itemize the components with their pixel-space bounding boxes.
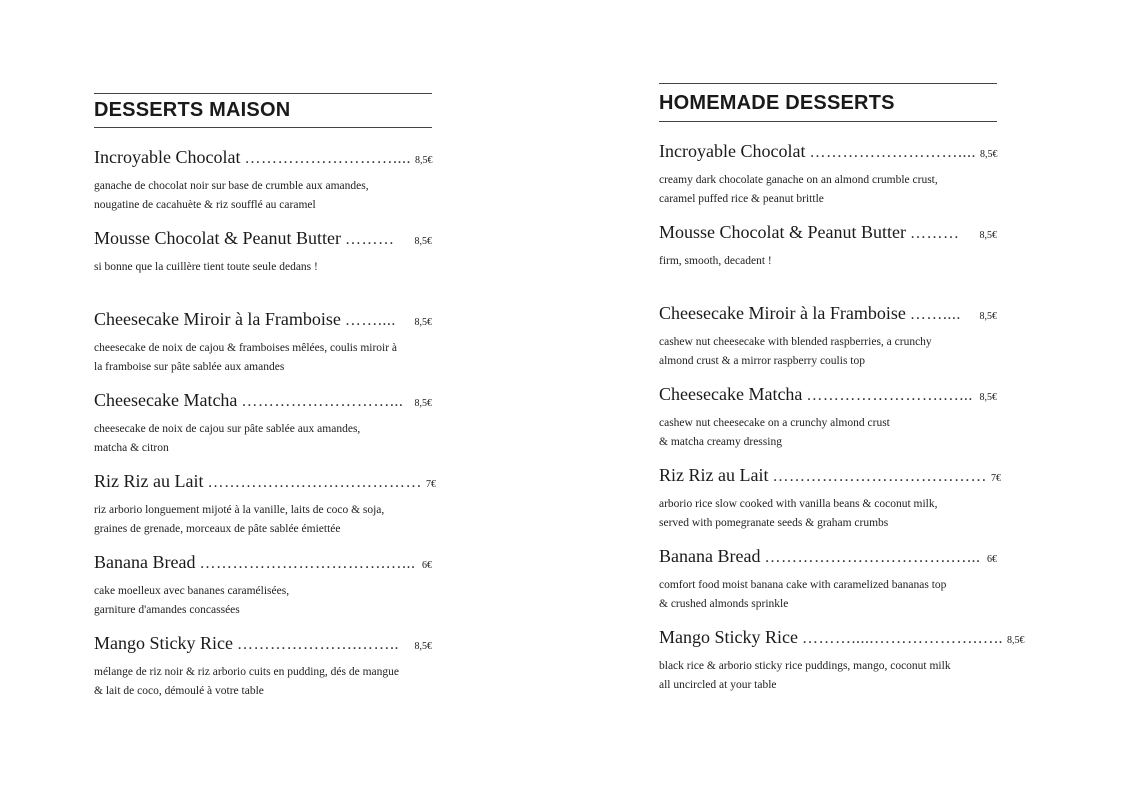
menu-item-header bbox=[659, 546, 999, 572]
menu-item-name: Riz Riz au Lait bbox=[94, 471, 204, 491]
menu-item-description bbox=[659, 495, 999, 533]
menu-item-price: 8,5€ bbox=[414, 236, 432, 247]
menu-column-english bbox=[659, 83, 1025, 708]
dot-leader: ………………………... bbox=[241, 393, 404, 410]
menu-item-header bbox=[659, 627, 1025, 653]
description-line: all uncircled at your table bbox=[659, 679, 777, 691]
menu-item-header bbox=[94, 309, 434, 335]
description-line: nougatine de cacahuète & riz soufflé au caramel bbox=[94, 199, 316, 211]
menu-item bbox=[94, 552, 434, 633]
menu-item-price: 8,5€ bbox=[414, 155, 433, 166]
section-title: HOMEMADE DESSERTS bbox=[659, 92, 895, 114]
menu-item-name: Incroyable Chocolat bbox=[659, 141, 806, 161]
description-line: firm, smooth, decadent ! bbox=[659, 255, 772, 267]
section-title: DESSERTS MAISON bbox=[94, 99, 291, 121]
menu-item bbox=[94, 147, 434, 228]
menu-item-header bbox=[94, 228, 434, 254]
menu-item-header bbox=[659, 303, 999, 329]
menu-item-price: 8,5€ bbox=[979, 392, 997, 403]
dot-leader: …………………….…... bbox=[806, 387, 973, 404]
menu-item-name: Cheesecake Matcha bbox=[94, 390, 238, 410]
menu-item-price: 8,5€ bbox=[414, 641, 432, 652]
menu-item-price: 8,5€ bbox=[979, 149, 998, 160]
menu-item bbox=[659, 303, 999, 384]
menu-item-name: Mousse Chocolat & Peanut Butter bbox=[94, 228, 341, 248]
dot-leader: …………………………….…... bbox=[199, 555, 416, 572]
menu-item-description bbox=[94, 501, 434, 539]
menu-item-name: Mango Sticky Rice bbox=[94, 633, 233, 653]
menu-item-name: Cheesecake Miroir à la Framboise bbox=[94, 309, 341, 329]
menu-item-header bbox=[94, 147, 434, 173]
menu-item-header bbox=[659, 141, 999, 167]
menu-item-list bbox=[94, 147, 434, 714]
heading-bottom-rule bbox=[94, 127, 432, 128]
menu-item-description bbox=[659, 576, 999, 614]
menu-item-name: Mango Sticky Rice bbox=[659, 627, 798, 647]
menu-item-header bbox=[659, 222, 999, 248]
menu-item-description bbox=[94, 663, 434, 701]
menu-item bbox=[659, 465, 999, 546]
menu-item-header bbox=[94, 471, 434, 497]
menu-item bbox=[94, 633, 434, 714]
menu-item bbox=[659, 627, 1025, 708]
description-line: cheesecake de noix de cajou & framboises mêlées, coulis miroir à bbox=[94, 342, 398, 354]
heading-top-rule bbox=[94, 93, 432, 94]
dot-leader: ……………………….... bbox=[244, 150, 411, 167]
menu-item-description bbox=[659, 333, 999, 371]
description-line: & lait de coco, démoulé à votre table bbox=[94, 685, 264, 697]
dot-leader: …….... bbox=[344, 312, 396, 329]
description-line: creamy dark chocolate ganache on an almond crumble crust, bbox=[659, 174, 938, 186]
menu-item bbox=[659, 546, 999, 627]
menu-item-description bbox=[94, 420, 434, 458]
dot-leader: ………………………………… bbox=[772, 468, 987, 485]
description-line: almond crust & a mirror raspberry coulis top bbox=[659, 355, 865, 367]
heading-top-rule bbox=[659, 83, 997, 84]
menu-item-price: 6€ bbox=[987, 554, 997, 565]
description-line: ganache de chocolat noir sur base de crumble aux amandes, bbox=[94, 180, 369, 192]
dot-leader: …………………………….…... bbox=[764, 549, 981, 566]
description-line: comfort food moist banana cake with caramelized bananas top bbox=[659, 579, 947, 591]
menu-item-price: 8,5€ bbox=[979, 311, 997, 322]
menu-item-price: 8,5€ bbox=[414, 317, 432, 328]
menu-item-header bbox=[659, 465, 999, 491]
description-line: cashew nut cheesecake on a crunchy almond crust bbox=[659, 417, 890, 429]
menu-item-name: Mousse Chocolat & Peanut Butter bbox=[659, 222, 906, 242]
dot-leader: ……… bbox=[344, 231, 395, 248]
description-line: la framboise sur pâte sablée aux amandes bbox=[94, 361, 285, 373]
menu-item bbox=[659, 384, 999, 465]
heading-bottom-rule bbox=[659, 121, 997, 122]
menu-item-price: 7€ bbox=[990, 473, 1001, 484]
dot-leader: ……… bbox=[909, 225, 960, 242]
description-line: matcha & citron bbox=[94, 442, 169, 454]
menu-item-list bbox=[659, 141, 1025, 708]
description-line: served with pomegranate seeds & graham crumbs bbox=[659, 517, 889, 529]
description-line: caramel puffed rice & peanut brittle bbox=[659, 193, 824, 205]
menu-item bbox=[94, 390, 434, 471]
menu-item-header bbox=[659, 384, 999, 410]
description-line: cheesecake de noix de cajou sur pâte sablée aux amandes, bbox=[94, 423, 361, 435]
dot-leader: ……….....……………….….. bbox=[801, 630, 1003, 647]
menu-item-price: 8,5€ bbox=[1006, 635, 1025, 646]
menu-item-description bbox=[659, 657, 999, 695]
dot-leader: ………………….…….. bbox=[236, 636, 399, 653]
dot-leader: …….... bbox=[909, 306, 961, 323]
menu-item bbox=[94, 471, 434, 552]
menu-item-description bbox=[94, 258, 434, 277]
description-line: cashew nut cheesecake with blended raspberries, a crunchy bbox=[659, 336, 932, 348]
description-line: riz arborio longuement mijoté à la vanille, laits de coco & soja, bbox=[94, 504, 385, 516]
description-line: si bonne que la cuillère tient toute seule dedans ! bbox=[94, 261, 318, 273]
menu-item-description bbox=[659, 171, 999, 209]
menu-item-name: Riz Riz au Lait bbox=[659, 465, 769, 485]
dot-leader: ………………………………… bbox=[207, 474, 422, 491]
description-line: mélange de riz noir & riz arborio cuits en pudding, dés de mangue bbox=[94, 666, 399, 678]
description-line: garniture d'amandes concassées bbox=[94, 604, 240, 616]
description-line: cake moelleux avec bananes caramélisées, bbox=[94, 585, 290, 597]
menu-item-price: 8,5€ bbox=[979, 230, 997, 241]
menu-item-description bbox=[659, 252, 999, 271]
description-line: arborio rice slow cooked with vanilla beans & coconut milk, bbox=[659, 498, 938, 510]
menu-item-header bbox=[94, 552, 434, 578]
menu-item bbox=[659, 141, 999, 222]
menu-item-name: Banana Bread bbox=[94, 552, 196, 572]
description-line: black rice & arborio sticky rice puddings, mango, coconut milk bbox=[659, 660, 951, 672]
menu-item-description bbox=[94, 177, 434, 215]
description-line: & crushed almonds sprinkle bbox=[659, 598, 789, 610]
menu-item-header bbox=[94, 390, 434, 416]
menu-item-name: Cheesecake Miroir à la Framboise bbox=[659, 303, 906, 323]
description-line: graines de grenade, morceaux de pâte sablée émiettée bbox=[94, 523, 341, 535]
menu-column-french bbox=[94, 93, 434, 714]
menu-item-description bbox=[659, 414, 999, 452]
menu-item-price: 6€ bbox=[422, 560, 432, 571]
menu-item bbox=[94, 309, 434, 390]
menu-item-description bbox=[94, 582, 434, 620]
menu-item-name: Cheesecake Matcha bbox=[659, 384, 803, 404]
menu-item bbox=[659, 222, 999, 303]
description-line: & matcha creamy dressing bbox=[659, 436, 782, 448]
menu-item-header bbox=[94, 633, 434, 659]
menu-item-name: Banana Bread bbox=[659, 546, 761, 566]
menu-item-price: 7€ bbox=[425, 479, 436, 490]
menu-item-name: Incroyable Chocolat bbox=[94, 147, 241, 167]
menu-item-description bbox=[94, 339, 434, 377]
menu-item bbox=[94, 228, 434, 309]
dot-leader: ……………………….... bbox=[809, 144, 976, 161]
menu-item-price: 8,5€ bbox=[414, 398, 432, 409]
